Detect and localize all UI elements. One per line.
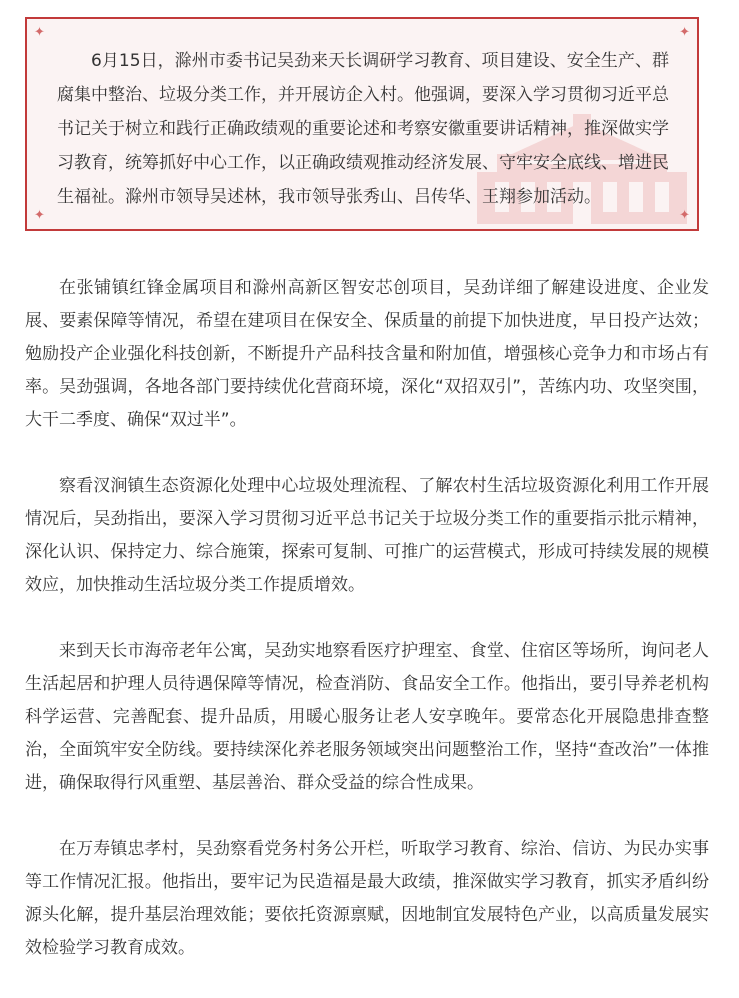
article-paragraph: 来到天长市海帝老年公寓，吴劲实地察看医疗护理室、食堂、住宿区等场所，询问老人生活起居和护理人员待遇保障等情况，检查消防、食品安全工作。他指出，要引导养老机构科学运营、完善配套、提升品质，用暖心服务让老人安享晚年。要常态化开展隐患排查整治，全面筑牢安全防线。要持续深化养老服务领域突出问题整治工作，坚持“查改治”一体推进，确保取得行风重塑、基层善治、群众受益的综合性成果。 xyxy=(25,641,709,793)
article-paragraph: 察看汊涧镇生态资源化处理中心垃圾处理流程、了解农村生活垃圾资源化利用工作开展情况后，吴劲指出，要深入学习贯彻习近平总书记关于垃圾分类工作的重要指示批示精神，深化认识、保持定力、综合施策，探索可复制、可推广的运营模式，形成可持续发展的规模效应，加快推动生活垃圾分类工作提质增效。 xyxy=(25,476,709,595)
lead-paragraph: 6月15日，滁州市委书记吴劲来天长调研学习教育、项目建设、安全生产、群腐集中整治、垃圾分类工作，并开展访企入村。他强调，要深入学习贯彻习近平总书记关于树立和践行正确政绩观的重要论述和考察安徽重要讲话精神，推深做实学习教育，统筹抓好中心工作，以正确政绩观推动经济发展、守牢安全底线、增进民生福祉。滁州市领导吴述林，我市领导张秀山、吕传华、王翔参加活动。 xyxy=(57,51,669,207)
star-icon: ✦ xyxy=(34,25,45,40)
article-body xyxy=(25,272,709,998)
lead-summary-box xyxy=(25,17,699,231)
star-icon: ✦ xyxy=(679,208,690,223)
star-icon: ✦ xyxy=(679,25,690,40)
article-paragraph: 在万寿镇忠孝村，吴劲察看党务村务公开栏，听取学习教育、综治、信访、为民办实事等工作情况汇报。他指出，要牢记为民造福是最大政绩，推深做实学习教育，抓实矛盾纠纷源头化解，提升基层治理效能；要依托资源禀赋，因地制宜发展特色产业，以高质量发展实效检验学习教育成效。 xyxy=(25,839,709,958)
star-icon: ✦ xyxy=(34,208,45,223)
article-paragraph: 在张铺镇红锋金属项目和滁州高新区智安芯创项目，吴劲详细了解建设进度、企业发展、要素保障等情况，希望在建项目在保安全、保质量的前提下加快进度，早日投产达效；勉励投产企业强化科技创新，不断提升产品科技含量和附加值，增强核心竞争力和市场占有率。吴劲强调，各地各部门要持续优化营商环境，深化“双招双引”，苦练内功、攻坚突围，大干二季度、确保“双过半”。 xyxy=(25,278,709,430)
